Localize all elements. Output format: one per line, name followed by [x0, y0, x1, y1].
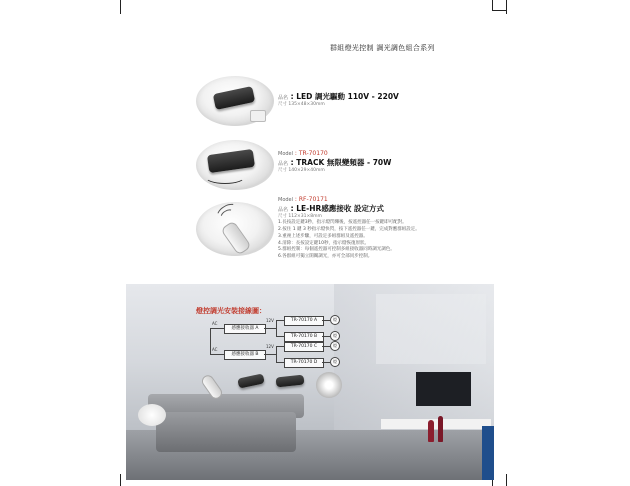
crop-mark-top-right-v2	[506, 0, 507, 14]
diagram-title: 燈控調光安裝接線圖：	[196, 307, 266, 315]
living-room-photo	[126, 284, 494, 480]
driver-box: TR-70170 A	[284, 316, 324, 326]
receiver-box: 感應接收器 A	[224, 324, 266, 334]
setup-note: 2.按住 1 鍵 3 秒指示燈快閃，按下遙控器任一鍵，完成對應群組設定。	[278, 227, 420, 233]
crop-mark-top-right-h	[492, 10, 506, 11]
lamp-bulb-icon: 燈	[330, 357, 340, 367]
wire	[322, 346, 330, 347]
wire	[322, 362, 330, 363]
led-spotlight-icon	[316, 372, 342, 398]
ac-input-label: AC	[212, 321, 218, 326]
product-name: TRACK 無限變頻器 - 70W	[296, 158, 392, 168]
product-name-label: 品名	[278, 95, 289, 101]
wire	[322, 320, 330, 321]
wire	[210, 354, 224, 355]
wire	[276, 362, 284, 363]
model-label: Model	[278, 151, 294, 157]
setup-note: 3.重複上述步驟，可設定多組群組及遙控器。	[278, 233, 368, 239]
driver-box: TR-70170 B	[284, 332, 324, 342]
product-spec: 尺寸 135×48×30mm	[278, 102, 325, 108]
model-number: RF-70171	[298, 196, 328, 203]
wire	[322, 336, 330, 337]
crop-mark-top-left	[120, 0, 121, 14]
wire	[276, 320, 277, 336]
wire	[264, 354, 276, 355]
cable-icon	[204, 168, 246, 184]
wire	[276, 336, 284, 337]
product-name-label: 品名	[278, 207, 289, 214]
page-title: 群組燈光控制 調光調色組合系列	[330, 44, 435, 52]
receiver-box: 感應接收器 B	[224, 350, 266, 360]
model-number: TR-70170	[298, 150, 328, 157]
wire	[264, 328, 276, 329]
lamp-bulb-icon: 燈	[330, 341, 340, 351]
vase	[438, 416, 443, 442]
voltage-label: 12V	[266, 318, 274, 323]
vase	[428, 420, 434, 442]
model-label: Model	[278, 197, 294, 203]
product-name: LED 調光驅動 110V - 220V	[296, 92, 399, 101]
setup-note: 1.長按設定鍵3秒，指示燈閃爍後，按遙控器任一按鍵即可配對。	[278, 220, 407, 226]
wire	[276, 346, 284, 347]
connector-icon	[250, 110, 266, 122]
sofa	[156, 412, 296, 452]
lamp-bulb-icon: 燈	[330, 315, 340, 325]
wire	[210, 328, 224, 329]
product-name: LE-HR感應接收 設定方式	[296, 204, 384, 214]
wire	[276, 346, 277, 362]
driver-box: TR-70170 D	[284, 358, 324, 368]
setup-note: 4.清除：長按設定鍵10秒，指示燈恢復原狀。	[278, 240, 370, 246]
voltage-label: 12V	[266, 344, 274, 349]
driver-box: TR-70170 C	[284, 342, 324, 352]
product-name-label: 品名	[278, 161, 289, 168]
television	[416, 372, 471, 406]
page-edge-tab	[482, 426, 494, 480]
crop-mark-top-right-v	[492, 0, 493, 10]
lamp-bulb-icon: 燈	[330, 331, 340, 341]
wire	[210, 328, 211, 354]
product-spec: 尺寸 140×29×40mm	[278, 168, 325, 174]
product-spec: 尺寸 112×31×8mm	[278, 214, 322, 220]
lamp-icon	[138, 404, 166, 426]
wall	[334, 284, 494, 434]
setup-note: 5.群組控制：每個遙控器可控制多組接收器同時調光調色。	[278, 247, 395, 253]
ac-input-label: AC	[212, 347, 218, 352]
setup-note: 6.各群組可獨立開關調光，亦可全部同步控制。	[278, 254, 373, 260]
crop-mark-bottom-right2	[506, 474, 507, 486]
crop-mark-bottom-left	[120, 474, 121, 486]
wire	[276, 320, 284, 321]
tv-cabinet	[381, 419, 491, 429]
